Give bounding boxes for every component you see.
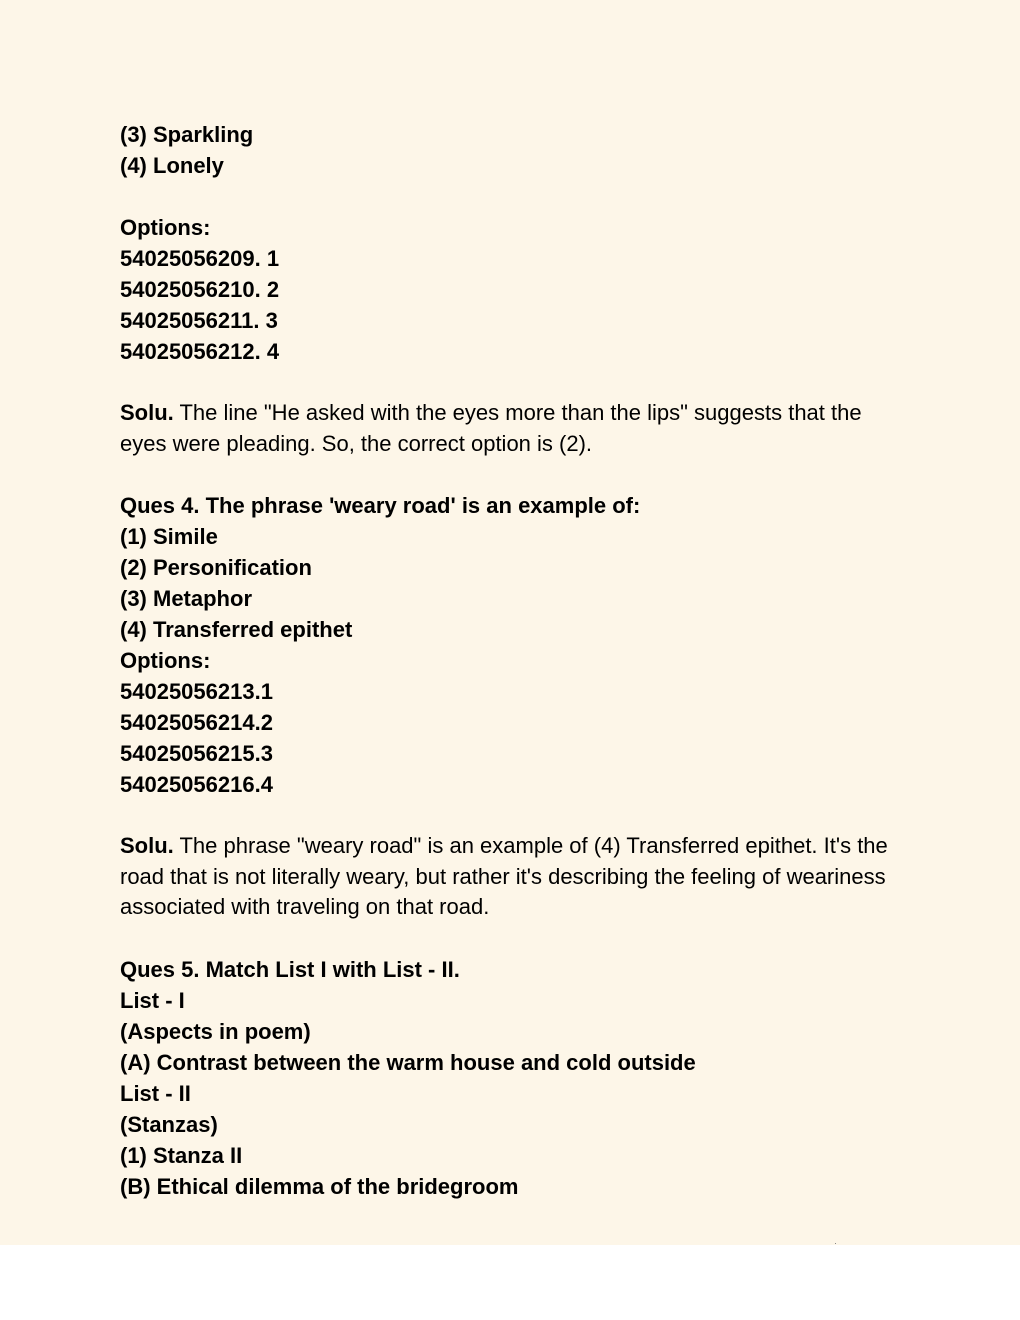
q4-choice: 54025056214.2 (120, 710, 273, 735)
q5-item-b: (B) Ethical dilemma of the bridegroom (120, 1173, 519, 1199)
spacer (120, 923, 910, 954)
q5-list1-label: List - I (120, 987, 185, 1013)
q3-option-3: (3) Sparkling (120, 122, 254, 147)
q5-item-a: (A) Contrast between the warm house and cold outside (120, 1049, 696, 1075)
q4-option-2: (2) Personification (120, 555, 312, 580)
q3-option-4: (4) Lonely (120, 153, 224, 178)
q4-choice: 54025056216.4 (120, 772, 273, 797)
q4-solution (120, 831, 910, 923)
q4-option-1: (1) Simile (120, 524, 218, 549)
q3-choice: 54025056209. 1 (120, 246, 280, 271)
q5-list2-subtitle: (Stanzas) (120, 1111, 218, 1137)
spacer (120, 181, 910, 212)
spacer (120, 367, 910, 398)
q4-solution-label: Solu. (120, 833, 174, 858)
q3-solution-text: The line "He asked with the eyes more than the lips" suggests that the eyes were pleading. So, the correct option is (2). (120, 400, 862, 456)
q5-item-1: (1) Stanza II (120, 1142, 243, 1168)
q4-options-label: Options: (120, 648, 211, 673)
q4-option-4: (4) Transferred epithet (120, 617, 353, 642)
q3-solution-label: Solu. (120, 400, 174, 425)
q5-question: Ques 5. Match List I with List - II. (120, 956, 460, 982)
q5-list1-subtitle: (Aspects in poem) (120, 1018, 311, 1044)
q4-choice: 54025056215.3 (120, 741, 273, 766)
spacer (120, 800, 910, 831)
q4-question: Ques 4. The phrase 'weary road' is an example of: (120, 493, 641, 518)
q4-choice: 54025056213.1 (120, 679, 273, 704)
spacer (120, 459, 910, 490)
page-content (120, 119, 910, 1202)
q4-option-3: (3) Metaphor (120, 586, 252, 611)
q3-choice: 54025056211. 3 (120, 308, 278, 333)
q5-list2-label: List - II (120, 1080, 191, 1106)
q3-solution (120, 398, 910, 459)
page-mark (835, 1243, 836, 1244)
q4-solution-text: The phrase "weary road" is an example of (4) Transferred epithet. It's the road that is not literally weary, but rather it's describing the feeling of weariness associated with traveling on that road. (120, 833, 888, 919)
q3-choice: 54025056210. 2 (120, 277, 280, 302)
q3-options-label: Options: (120, 215, 211, 240)
q3-choice: 54025056212. 4 (120, 339, 280, 364)
